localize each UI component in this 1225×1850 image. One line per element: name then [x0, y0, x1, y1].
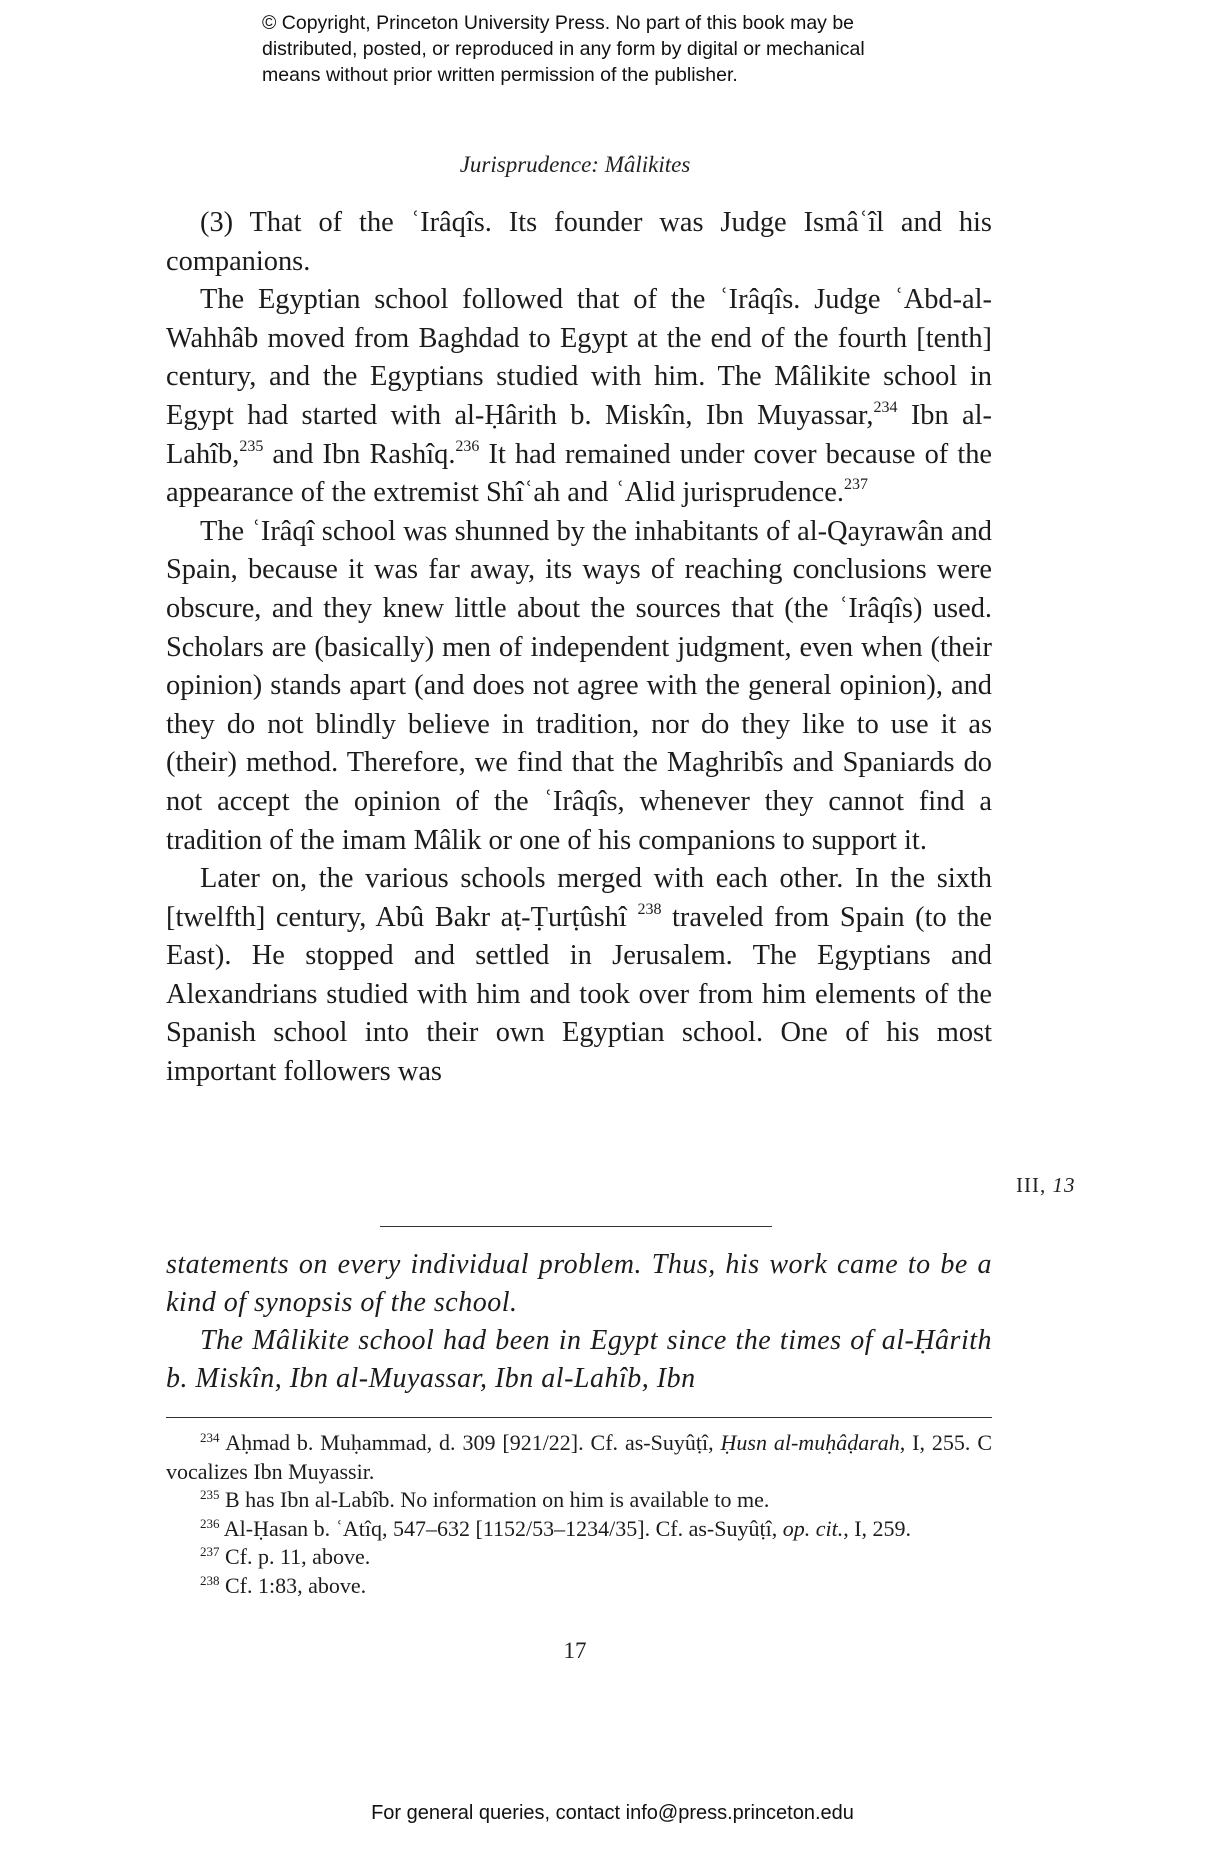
copyright-notice — [262, 10, 1022, 88]
main-text — [166, 204, 992, 1092]
footnote-text: Al-Ḥasan b. ʿAtîq, 547–632 [1152/53–1234/35]. Cf. as-Suyûṭî, — [219, 1515, 783, 1541]
copyright-line: distributed, posted, or reproduced in any form by digital or mechanical — [262, 38, 865, 60]
variant-divider — [380, 1226, 772, 1227]
footnote — [166, 1572, 992, 1601]
page-number: 17 — [563, 1638, 587, 1663]
footnote-number: 238 — [200, 1572, 220, 1588]
footnote-ref[interactable]: 235 — [239, 437, 264, 455]
footnote — [166, 1486, 992, 1515]
footnote-text: Cf. 1:83, above. — [219, 1572, 367, 1598]
footnote-number: 236 — [200, 1515, 220, 1531]
paragraph — [166, 281, 992, 513]
text-span: The Egyptian school followed that of the ʿIrâqîs. Judge ʿAbd-al-Wahhâb moved from Baghdad to Egypt at the end of the fourth [tenth] century, and the Egyptians studied with him. The Mâlikite school in Egypt had started with al-Ḥârith b. Miskîn, Ibn Muyassar, — [166, 284, 992, 431]
footnote-number: 234 — [200, 1430, 220, 1446]
copyright-line: means without prior written permission of the publisher. — [262, 64, 738, 86]
footnote-ref[interactable]: 237 — [843, 476, 868, 494]
variant-text — [166, 1246, 992, 1398]
footnote-text: Cf. p. 11, above. — [219, 1544, 371, 1569]
footnote — [166, 1429, 992, 1486]
footnote — [166, 1543, 992, 1572]
footnote — [166, 1515, 992, 1544]
margin-volume: III, — [1016, 1173, 1047, 1197]
footnote-title: op. cit. — [782, 1515, 844, 1541]
paragraph: (3) That of the ʿIrâqîs. Its founder was Judge Ismâʿîl and his companions. — [166, 207, 992, 277]
copyright-line: © Copyright, Princeton University Press. No part of this book may be — [262, 12, 855, 34]
footnote-ref[interactable]: 236 — [455, 437, 480, 455]
margin-reference — [1016, 1173, 1075, 1198]
footnote-divider — [166, 1417, 992, 1418]
variant-paragraph: The Mâlikite school had been in Egypt since the times of al-Ḥârith b. Miskîn, Ibn al-Muyassar, Ibn al-Lahîb, Ibn — [166, 1325, 992, 1394]
footnote-text: , I, 255. C vocalizes Ibn Muyassir. — [166, 1430, 993, 1484]
margin-page: 13 — [1052, 1173, 1076, 1197]
text-span: traveled from Spain (to the East). He stopped and settled in Jerusalem. The Egyptians and Alexandrians studied with him and took over from him elements of the Spanish school into their own Egyptian school. One of his most important followers was — [166, 901, 992, 1088]
text-span: and Ibn Rashîq. — [263, 438, 456, 470]
paragraph — [166, 860, 992, 1092]
footnote-number: 235 — [200, 1487, 220, 1503]
footnote-text: B has Ibn al-Labîb. No information on him is available to me. — [219, 1487, 770, 1512]
variant-paragraph: statements on every individual problem. Thus, his work came to be a kind of synopsis of the school. — [166, 1249, 992, 1318]
footnote-number: 237 — [200, 1544, 220, 1560]
footnote-ref[interactable]: 234 — [873, 398, 898, 416]
text-span: Ibn al-Lahîb, — [166, 399, 993, 470]
text-span: Later on, the various schools merged with each other. In the sixth [twelfth] century, Abû Bakr aṭ-Ṭurṭûshî — [166, 863, 992, 933]
footnotes — [166, 1429, 992, 1600]
paragraph: The ʿIrâqî school was shunned by the inhabitants of al-Qayrawân and Spain, because it was far away, its ways of reaching conclusions were obscure, and they knew little about the sources that (the ʿIrâqîs) used. Scholars are (basically) men of independent judgment, even when (their opinion) stands apart (and does not agree with the general opinion), and they do not blindly believe in tradition, nor do they like to use it as (their) method. Therefore, we find that the Maghribîs and Spaniards do not accept the opinion of the ʿIrâqîs, whenever they cannot find a tradition of the imam Mâlik or one of his companions to support it. — [166, 515, 992, 856]
footnote-title: Ḥusn al-muḥâḍarah — [720, 1430, 900, 1455]
footnote-ref[interactable]: 238 — [637, 900, 662, 918]
running-head: Jurisprudence: Mâlikites — [459, 152, 691, 177]
contact-footer: For general queries, contact info@press.princeton.edu — [371, 1802, 854, 1824]
footnote-text: , I, 259. — [843, 1515, 912, 1541]
text-span: It had remained under cover because of the appearance of the extremist Shîʿah and ʿAlid jurisprudence. — [166, 438, 992, 509]
footnote-text: Aḥmad b. Muḥammad, d. 309 [921/22]. Cf. as-Suyûṭî, — [219, 1430, 721, 1455]
